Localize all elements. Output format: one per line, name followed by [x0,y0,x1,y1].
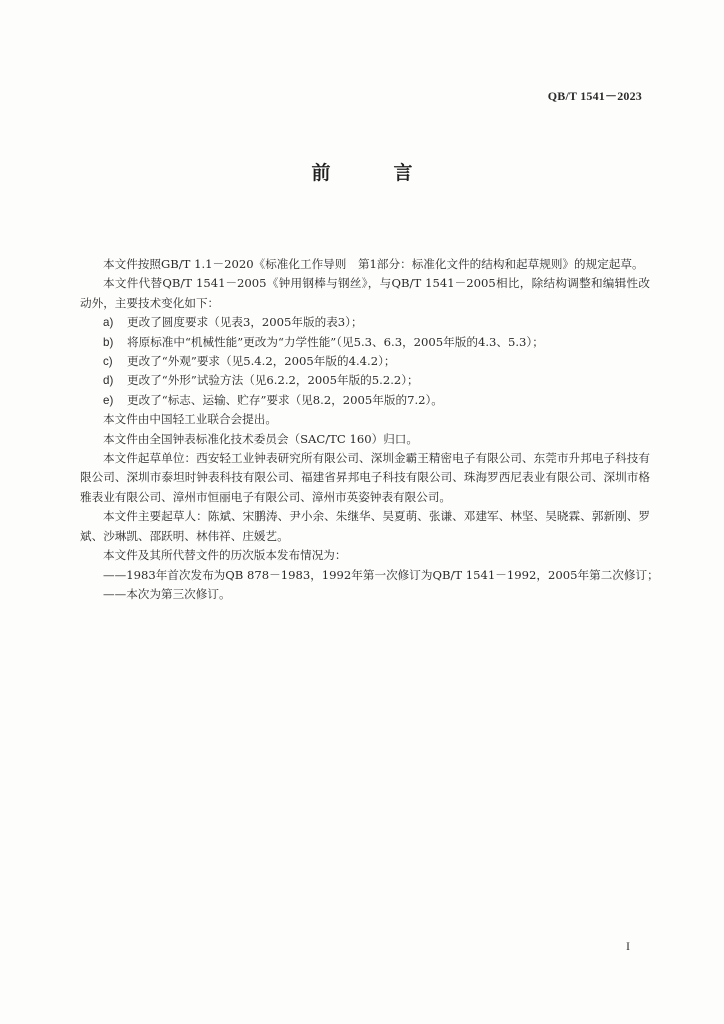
standard-code: QB/T 1541－2023 [547,89,642,103]
history-item: ——本次为第三次修订。 [103,586,231,601]
list-item-label: d) [103,374,114,388]
paragraph-proposer: 本文件由中国轻工业联合会提出。 [103,412,277,427]
page-number: I [626,939,630,953]
list-item-text: 更改了圆度要求（见表3，2005年版的表3）； [127,315,363,330]
history-list [80,566,659,605]
list-item [80,391,650,410]
list-item-text: 更改了“外形”试验方法（见6.2.2，2005年版的5.2.2）； [127,373,419,388]
paragraph-drafters: 本文件主要起草人：陈斌、宋鹏涛、尹小余、朱继华、吴夏萌、张谦、邓建军、林坚、吴晓霖、郭新刚、罗斌、沙琳凯、邵跃明、林伟祥、庄媛艺。 [80,509,650,543]
list-item-label: a) [103,316,114,330]
paragraph-history-intro: 本文件及其所代替文件的历次版本发布情况为： [103,548,347,563]
list-item-label: c) [103,355,113,369]
list-item [80,313,650,332]
list-item-text: 将原标准中“机械性能”更改为“力学性能”（见5.3、6.3，2005年版的4.3、5.3）； [127,334,544,349]
list-item-text: 更改了“外观”要求（见5.4.2，2005年版的4.4.2）； [127,354,396,369]
foreword-body [80,255,659,604]
changes-list [80,313,650,410]
list-item-label: e) [103,393,114,407]
list-item [80,333,650,352]
paragraph-drafting-units: 本文件起草单位：西安轻工业钟表研究所有限公司、深圳金霸王精密电子有限公司、东莞市升邦电子科技有限公司、深圳市泰坦时钟表科技有限公司、福建省昇邦电子科技有限公司、珠海罗西尼表业有限公司、深圳市格雅表业有限公司、漳州市恒丽电子有限公司、漳州市英姿钟表有限公司。 [80,451,650,504]
list-item [80,352,650,371]
paragraph-drafting-rules: 本文件按照GB/T 1.1－2020《标准化工作导则 第1部分：标准化文件的结构和起草规则》的规定起草。 [103,257,644,271]
list-item [80,371,650,390]
page-title: 前 言 [311,162,435,184]
list-item-label: b) [103,335,114,349]
list-item-text: 更改了“标志、运输、贮存”要求（见8.2，2005年版的7.2）。 [127,392,443,407]
history-item: ——1983年首次发布为QB 878－1983，1992年第一次修订为QB/T 1541－1992，2005年第二次修订； [103,567,659,582]
paragraph-centralized: 本文件由全国钟表标准化技术委员会（SAC/TC 160）归口。 [103,431,418,446]
paragraph-replacement: 本文件代替QB/T 1541－2005《钟用钢棒与钢丝》，与QB/T 1541－2005相比，除结构调整和编辑性改动外，主要技术变化如下： [80,276,650,310]
